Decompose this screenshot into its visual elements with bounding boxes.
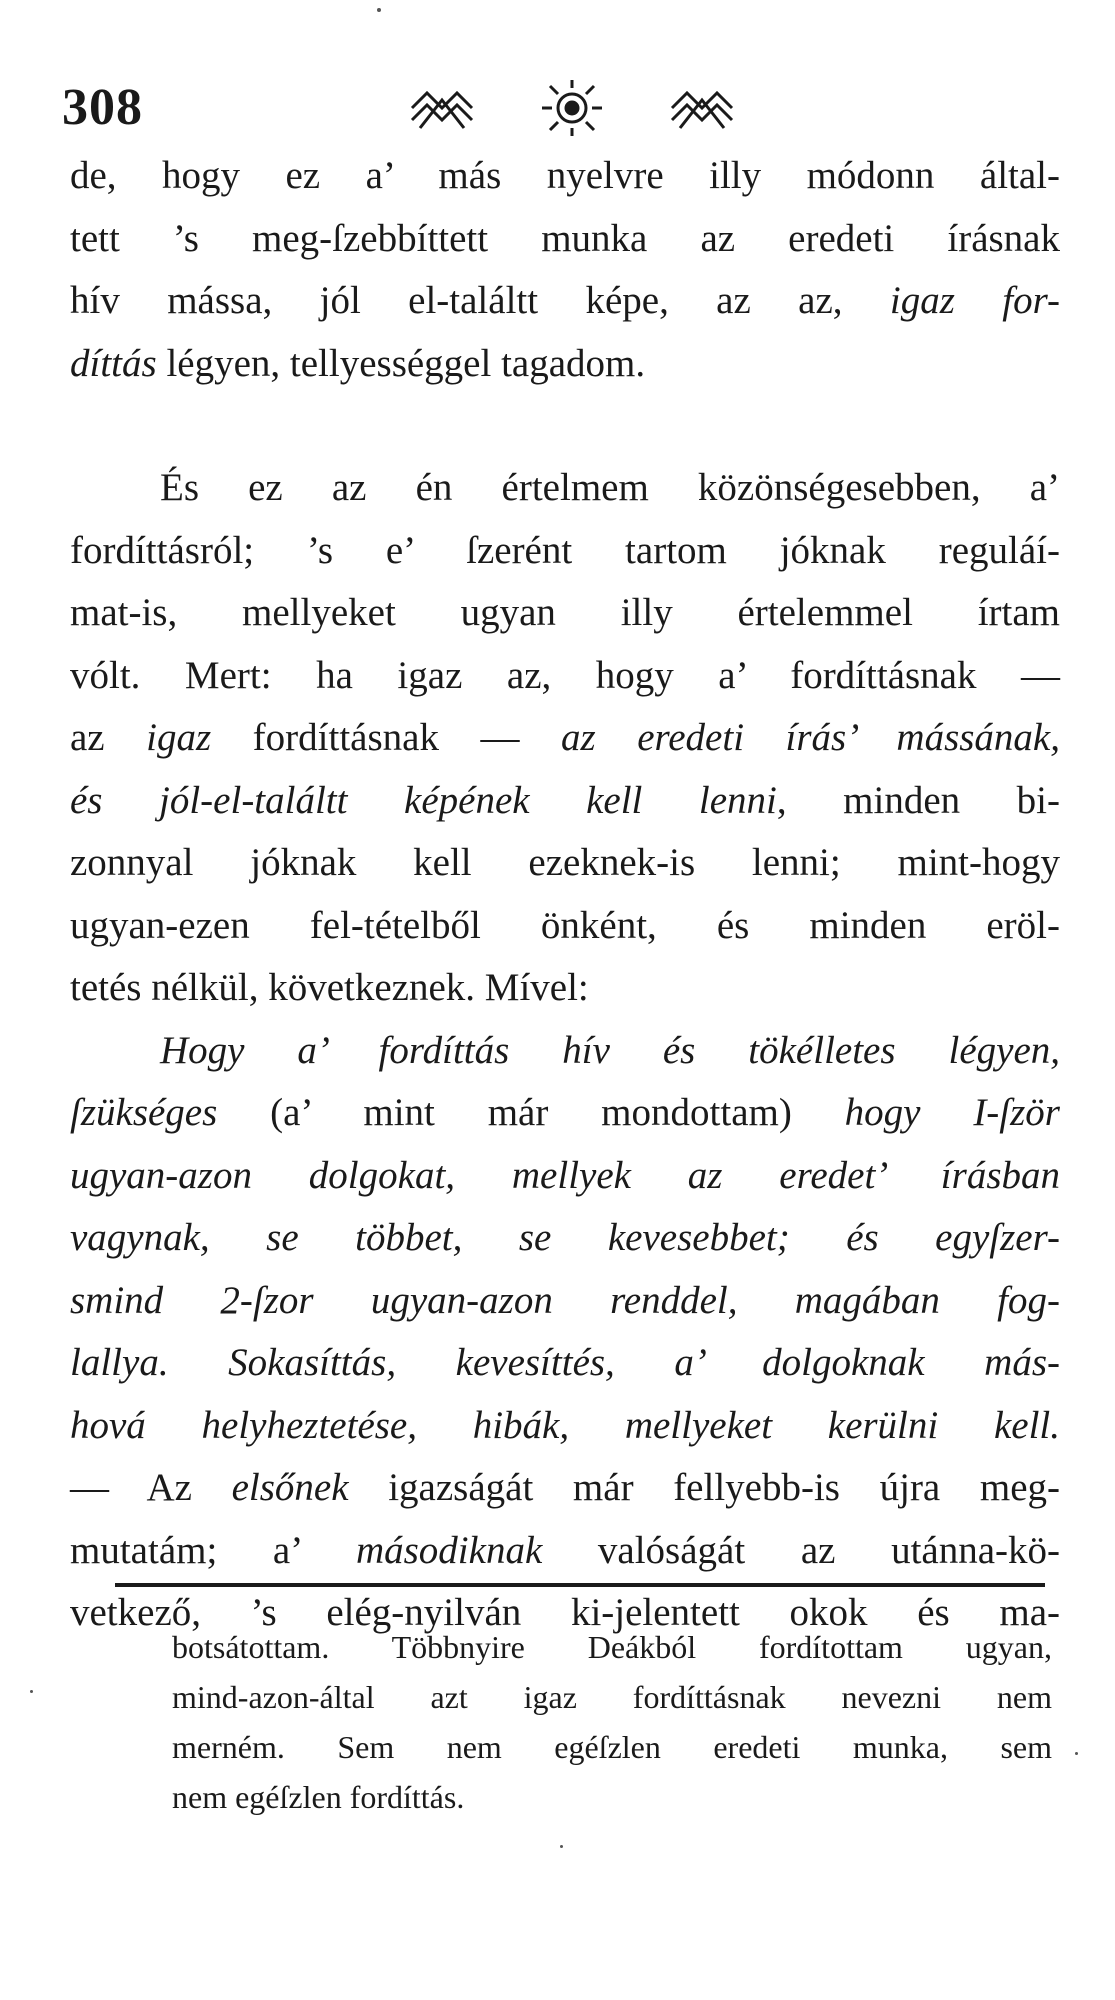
text-line: mat-is, mellyeket ugyan illy értelemmel írtam [70, 591, 1060, 634]
text-run: légyen, tellyességgel tagadom. [156, 341, 646, 385]
text-line [70, 707, 1060, 770]
text-run: hív mássa, jól el-találtt képe, az az, [70, 279, 890, 322]
text-line: ugyan-ezen fel-tételből önként, és minden eröl- [70, 903, 1060, 947]
text-run: , minden bi- [776, 778, 1060, 822]
decorative-ornament-icon [402, 78, 742, 140]
text-line: de, hogy ez a’ más nyelvre illy módonn által- [70, 154, 1060, 197]
page-header [62, 78, 1052, 148]
text-line [70, 1520, 1060, 1583]
italic-text: az eredeti írás’ mássának, [561, 716, 1060, 759]
footnote-line: nem egéſzlen fordíttás. [172, 1779, 465, 1815]
italic-text: elsőnek [231, 1466, 349, 1509]
paper-speck [1075, 1752, 1078, 1755]
text-line [70, 333, 1060, 396]
italic-line: lallya. Sokasíttás, kevesíttés, a’ dolgoknak más- [70, 1341, 1060, 1384]
footnote [172, 1622, 1052, 1822]
text-line: És ez az én értelmem közönségesebben, a’ [160, 466, 1060, 509]
paragraph-3 [70, 1020, 1060, 1645]
italic-line: ugyan-azon dolgokat, mellyek az eredet’ írásban [70, 1153, 1060, 1197]
text-line: vólt. Mert: ha igaz az, hogy a’ fordíttásnak — [70, 653, 1060, 697]
italic-line: vagynak, se többet, se kevesebbet; és egyſzer- [70, 1216, 1060, 1259]
text-line: zonnyal jóknak kell ezeknek-is lenni; mint-hogy [70, 841, 1060, 884]
paper-speck [377, 8, 381, 12]
footnote-divider [115, 1583, 1045, 1587]
text-run: — Az [70, 1466, 232, 1509]
text-line [70, 1082, 1060, 1145]
italic-line: Hogy a’ fordíttás hív és tökélletes légyen, [160, 1028, 1060, 1072]
text-run: valóságát az utánna-kö- [542, 1528, 1060, 1572]
italic-text: igaz for- [889, 279, 1061, 322]
italic-text: és jól-el-találtt képének kell lenni [70, 778, 777, 822]
italic-line: smind 2-ſzor ugyan-azon renddel, magában fog- [70, 1278, 1060, 1322]
paragraph-2 [70, 457, 1060, 1020]
text-line: tetés nélkül, következnek. Mível: [70, 966, 589, 1009]
text-run: mutatám; a’ [70, 1528, 356, 1572]
paper-speck [560, 1845, 563, 1848]
page-number: 308 [62, 79, 143, 136]
paragraph-1 [70, 145, 1060, 395]
text-line: fordíttásról; ’s e’ ſzerént tartom jóknak reguláí- [70, 528, 1060, 572]
italic-text: díttás [70, 341, 157, 385]
text-line [70, 1457, 1060, 1520]
italic-text: hogy I-ſzör [791, 1091, 1060, 1134]
text-line: tett ’s meg-ſzebbíttett munka az eredeti írásnak [70, 216, 1060, 260]
text-run: fordíttásnak — [211, 716, 561, 759]
paper-speck [30, 1690, 33, 1693]
footnote-line: botsátottam. Többnyire Deákból fordítottam ugyan, [172, 1629, 1052, 1665]
text-line [70, 270, 1060, 333]
footnote-line: merném. Sem nem egéſzlen eredeti munka, sem [172, 1729, 1052, 1765]
main-text [70, 145, 1060, 1645]
italic-text: ſzükséges [70, 1091, 271, 1134]
text-run: igazságát már fellyebb-is újra meg- [348, 1466, 1061, 1509]
text-run: (a’ mint már mondottam) [270, 1091, 792, 1134]
italic-text: igaz [146, 716, 212, 759]
text-run: az [70, 716, 147, 759]
italic-line: hová helyheztetése, hibák, mellyeket kerülni kell. [70, 1403, 1060, 1447]
footnote-line: mind-azon-által azt igaz fordíttásnak nevezni nem [172, 1679, 1052, 1715]
italic-text: másodiknak [355, 1528, 543, 1572]
text-line: vetkező, ’s elég-nyilván ki-jelentett okok és ma- [70, 1591, 1060, 1634]
text-line [70, 770, 1060, 833]
